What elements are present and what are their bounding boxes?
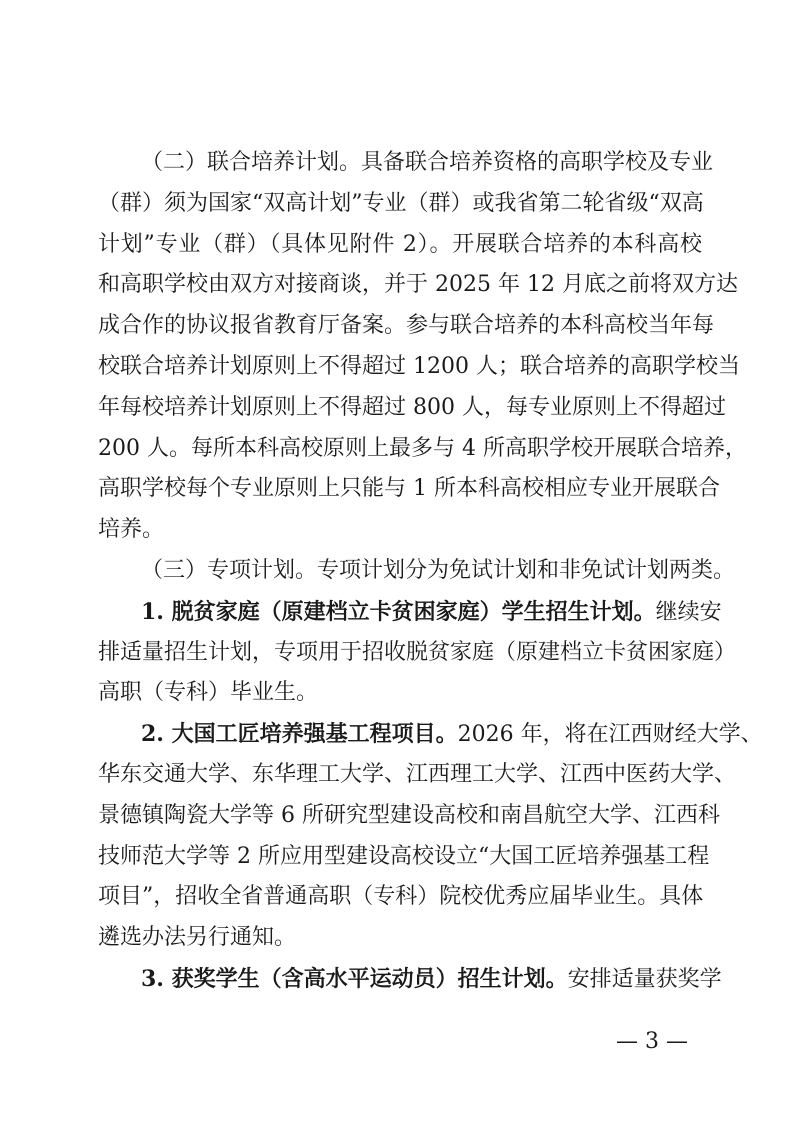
paragraph-line: 200 人。每所本科高校原则上最多与 4 所高职学校开展联合培养， [98, 435, 747, 461]
paragraph-text: 2026 年，将在江西财经大学、 [457, 722, 763, 748]
paragraph-line: 遴选办法另行通知。 [98, 925, 297, 951]
paragraph-line: 景德镇陶瓷大学等 6 所研究型建设高校和南昌航空大学、江西科 [98, 802, 720, 828]
paragraph-line [141, 597, 722, 627]
page-number: — 3 — [616, 1028, 688, 1054]
paragraph-line: 年每校培养计划原则上不得超过 800 人，每专业原则上不得超过 [98, 394, 726, 420]
paragraph-line: （群）须为国家“双高计划”专业（群）或我省第二轮省级“双高 [98, 190, 704, 216]
paragraph-line: 技师范大学等 2 所应用型建设高校设立“大国工匠培养强基工程 [98, 843, 710, 869]
paragraph-line: 和高职学校由双方对接商谈，并于 2025 年 12 月底之前将双方达 [98, 272, 738, 298]
paragraph-line: 高职学校每个专业原则上只能与 1 所本科高校相应专业开展联合 [98, 476, 720, 502]
paragraph-line [141, 719, 763, 749]
paragraph-line: 培养。 [98, 517, 165, 543]
section-heading: 3. 获奖学生（含高水平运动员）招生计划。 [141, 966, 568, 992]
paragraph-line: 高职（专科）毕业生。 [98, 680, 319, 706]
paragraph-line: 校联合培养计划原则上不得超过 1200 人；联合培养的高职学校当 [98, 354, 740, 379]
section-heading: 1. 脱贫家庭（原建档立卡贫困家庭）学生招生计划。 [141, 598, 656, 625]
section-heading: 2. 大国工匠培养强基工程项目。 [141, 721, 458, 748]
paragraph-line: 华东交通大学、东华理工大学、江西理工大学、江西中医药大学、 [98, 762, 737, 787]
paragraph-text: 安排适量获奖学 [567, 967, 722, 992]
paragraph-line: 排适量招生计划，专项用于招收脱贫家庭（原建档立卡贫困家庭） [98, 639, 737, 665]
paragraph-text: 继续安 [655, 599, 722, 625]
paragraph-line: 项目”，招收全省普通高职（专科）院校优秀应届毕业生。具体 [98, 884, 704, 910]
paragraph-line: 成合作的协议报省教育厅备案。参与联合培养的本科高校当年每 [98, 313, 715, 339]
paragraph-line: （三）专项计划。专项计划分为免试计划和非免试计划两类。 [141, 558, 736, 583]
paragraph-line [141, 964, 722, 994]
paragraph-line: 计划”专业（群）（具体见附件 2）。开展联合培养的本科高校 [98, 231, 702, 257]
paragraph-line: （二）联合培养计划。具备联合培养资格的高职学校及专业 [141, 150, 714, 175]
